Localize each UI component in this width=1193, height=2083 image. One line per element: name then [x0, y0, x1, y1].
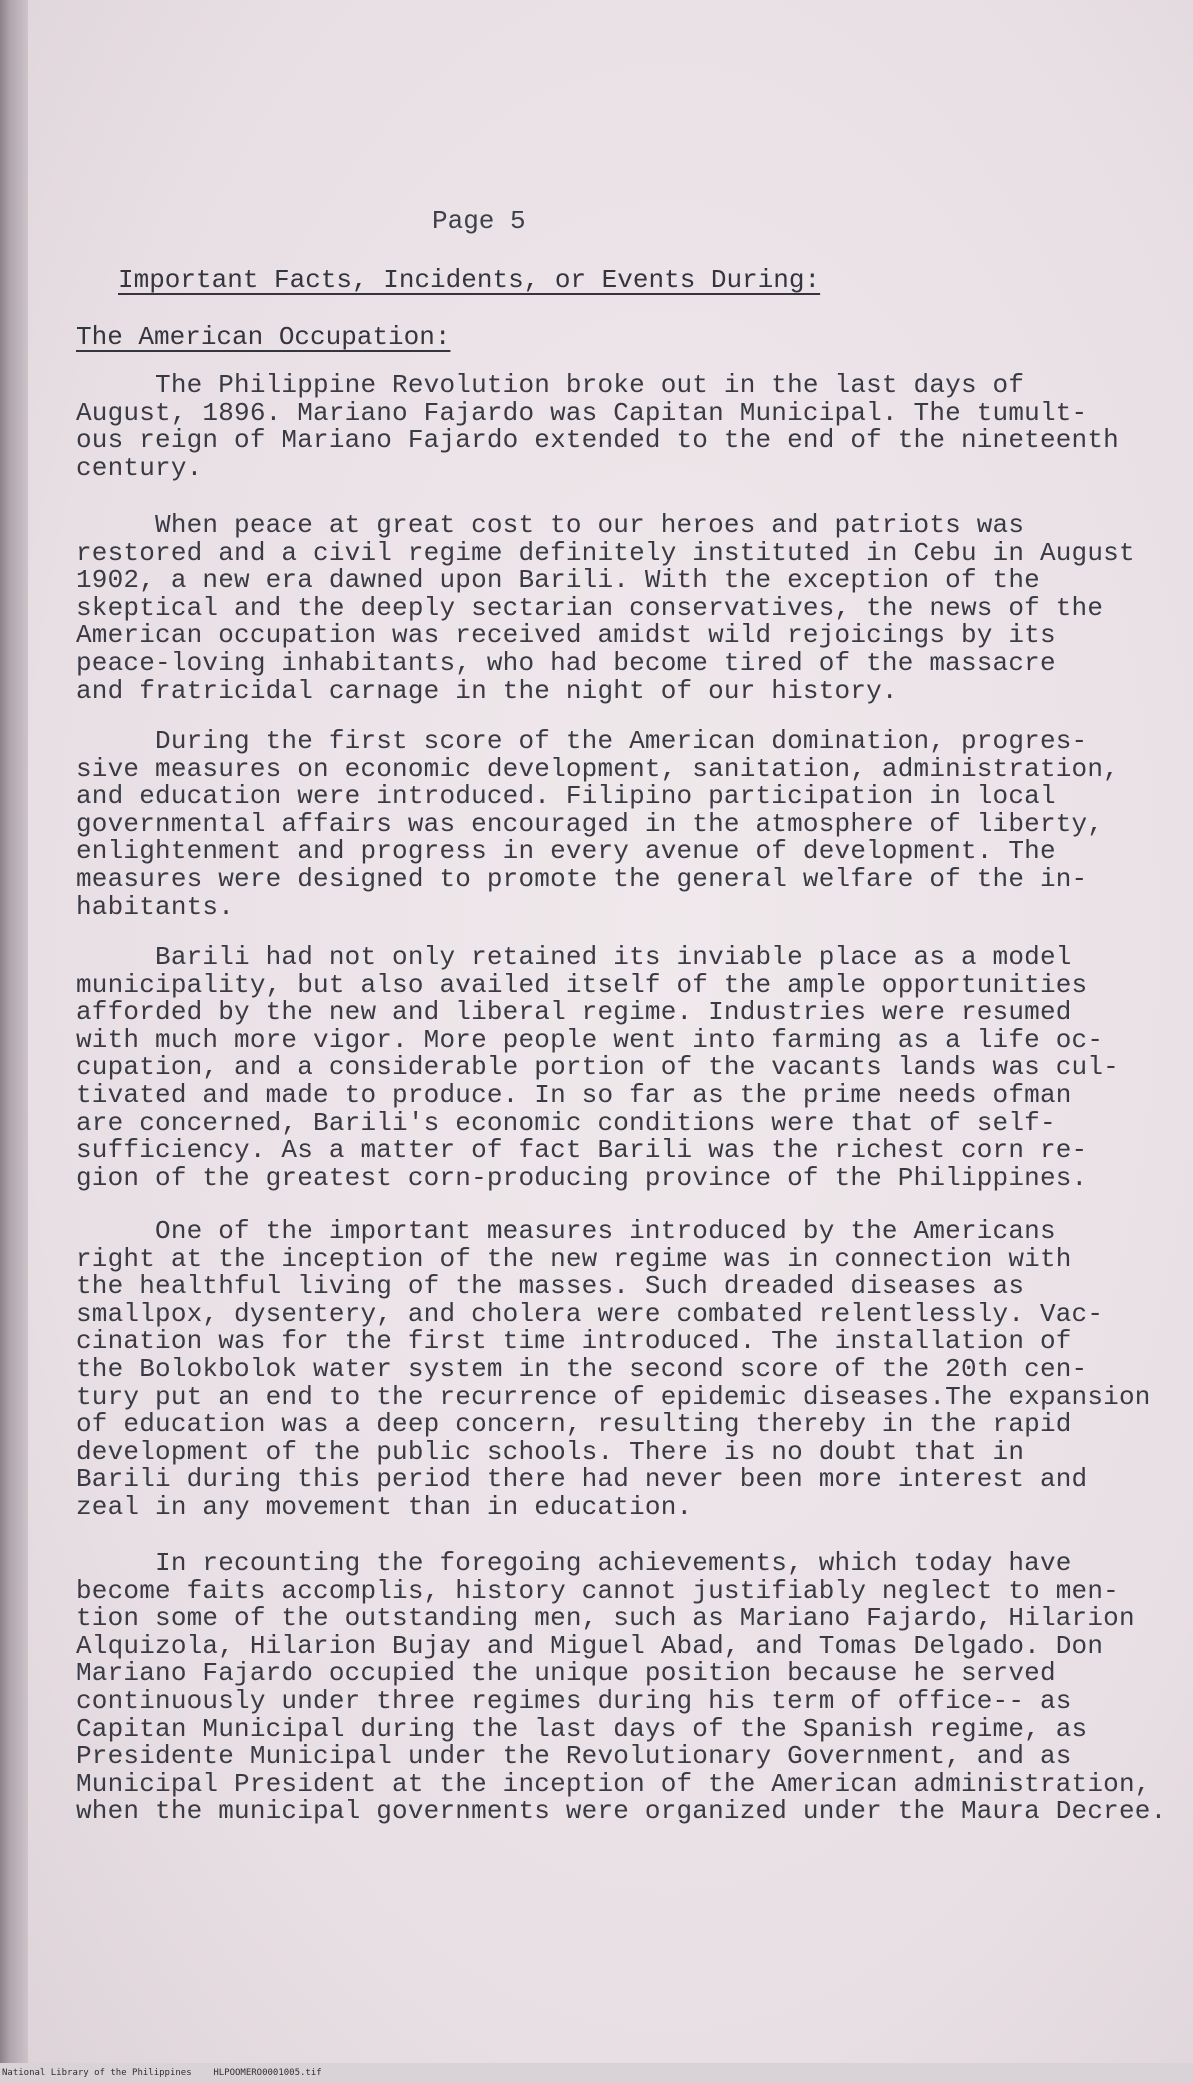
paragraph-american-domination: During the first score of the American domination, progres- sive measures on economic development, sanitation, administration, and education were introduced. Filipino participation in local governmental affairs was encouraged in the atmosphere of liberty, enlightenment and progress in every avenue of development. The measures were designed to promote the general welfare of the in- habitants. — [76, 726, 1119, 922]
paragraph-revolution: The Philippine Revolution broke out in the last days of August, 1896. Mariano Fajardo was Capitan Municipal. The tumult- ous reign of Mariano Fajardo extended to the end of the nineteenth century. — [76, 370, 1119, 483]
paragraph-civil-regime: When peace at great cost to our heroes and patriots was restored and a civil regime definitely instituted in Cebu in August 1902, a new era dawned upon Barili. With the exception of the skeptical and the deeply sectarian conservatives, the news of the American occupation was received amidst wild rejoicings by its peace-loving inhabitants, who had become tired of the massacre and fratricidal carnage in the night of our history. — [76, 510, 1135, 706]
main-heading: Important Facts, Incidents, or Events During: — [118, 265, 821, 295]
paragraph-health-education: One of the important measures introduced by the Americans right at the inception of the new regime was in connection with the healthful living of the masses. Such dreaded diseases as smallpox, dysentery, and cholera were combated relentlessly. Vac- cination was for the first time introduced. The installation of the Bolokbolok water system in the second score of the 20th cen- tury put an end to the recurrence of epidemic diseases.The expansion of education was a deep concern, resulting thereby in the rapid development of the public schools. There is no doubt that in Barili during this period there had never been more interest and zeal in any movement than in education. — [76, 1216, 1151, 1522]
scan-footer-caption: National Library of the Philippines HLPOOMERO0001005.tif — [0, 2063, 1193, 2083]
paragraph-model-municipality: Barili had not only retained its inviable place as a model municipality, but also availed itself of the ample opportunities afforded by the new and liberal regime. Industries were resumed with much more vigor. More people went into farming as a life oc- cupation, and a considerable portion of the vacants lands was cul- tivated and made to produce. In so far as the prime needs ofman are concerned, Barili's economic conditions were that of self- sufficiency. As a matter of fact Barili was the richest corn re- gion of the greatest corn-producing province of the Philippines. — [76, 942, 1119, 1193]
paragraph-outstanding-men: In recounting the foregoing achievements, which today have become faits accomplis, history cannot justifiably neglect to men- tion some of the outstanding men, such as Mariano Fajardo, Hilarion Alquizola, Hilarion Bujay and Miguel Abad, and Tomas Delgado. Don Mariano Fajardo occupied the unique position because he served continuously under three regimes during his term of office-- as Capitan Municipal during the last days of the Spanish regime, as Presidente Municipal under the Revolutionary Government, and as Municipal President at the inception of the American administration, when the municipal governments were organized under the Maura Decree. — [76, 1548, 1167, 1827]
page-number: Page 5 — [432, 206, 526, 236]
section-heading: The American Occupation: — [76, 322, 451, 352]
page-binding-edge — [0, 0, 28, 2083]
